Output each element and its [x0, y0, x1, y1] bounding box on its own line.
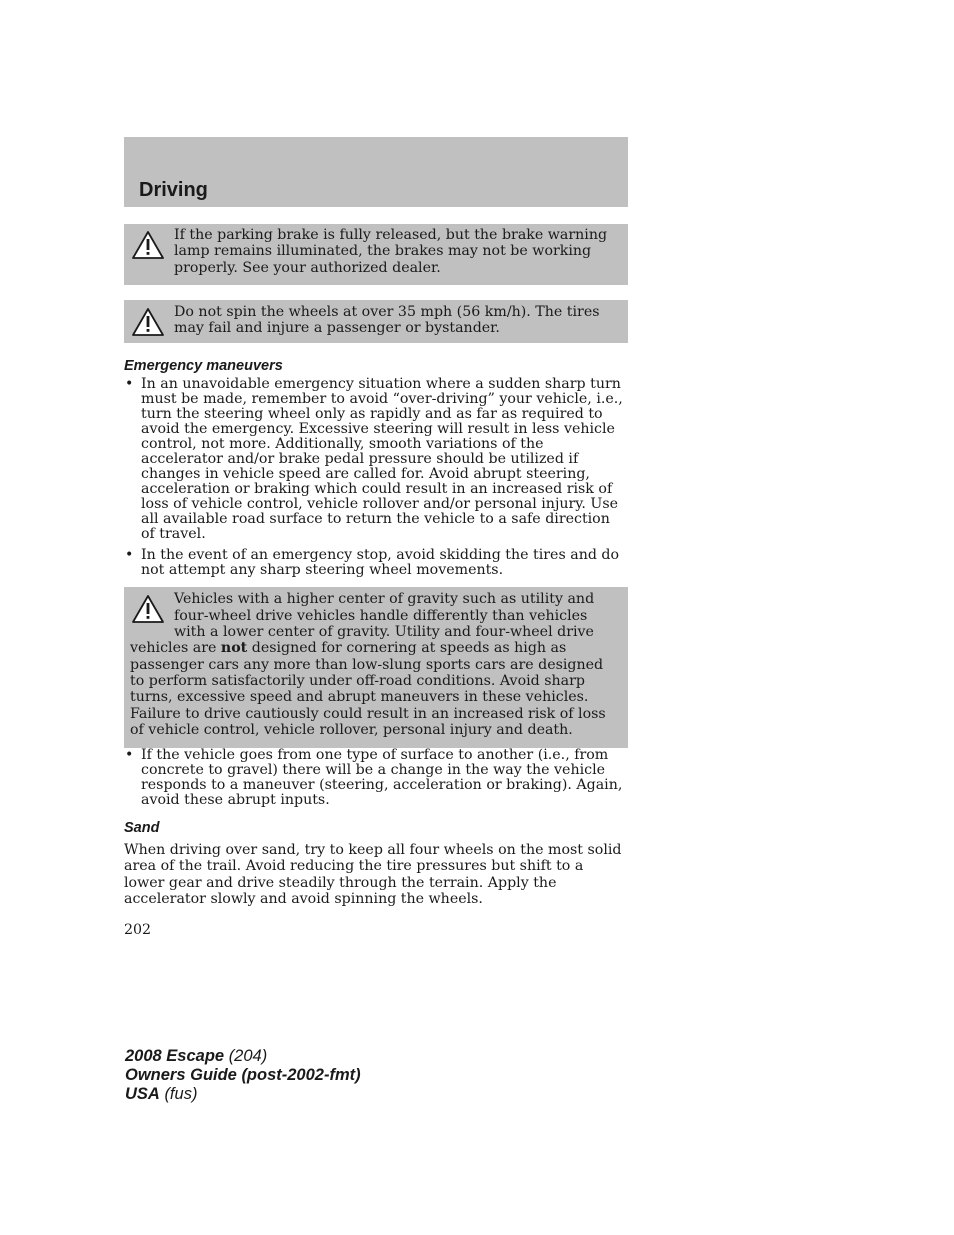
warning-triangle-icon [131, 307, 167, 339]
warning-text: Vehicles with a higher center of gravity such as utility and four-wheel drive vehicles handle differently than vehicles with a lower center of gravity. Utility and four-wheel drive vehicles are [130, 591, 595, 657]
warning-box-parking-brake [124, 224, 628, 285]
sand-heading: Sand [124, 820, 160, 837]
footer-line-guide [125, 1066, 361, 1085]
manual-page [124, 137, 628, 938]
warning-text: designed for cornering at speeds as high as passenger cars any more than low-slung sports cars are designed to perform satisfactorily under off-road conditions. Avoid sharp turns, excessive speed and abrupt maneuvers in these vehicles. Failure to drive cautiously could result in an increased risk of loss of vehicle control, vehicle rollover, personal injury and death. [130, 640, 606, 738]
bullet-text: If the vehicle goes from one type of surface to another (i.e., from concrete to gravel) there will be a change in the way the vehicle responds to a maneuver (steering, acceleration or braking). Again, avoid these abrupt inputs. [141, 747, 623, 809]
warning-triangle-icon [131, 230, 167, 262]
bullet-text: In an unavoidable emergency situation where a sudden sharp turn must be made, remember to avoid “over-driving” your vehicle, i.e., turn the steering wheel only as rapidly and as far as required to avoid the emergency. Excessive steering will result in less vehicle control, not more. Additionally, smooth variations of the accelerator and/or brake pedal pressure should be utilized if changes in vehicle speed are called for. Avoid abrupt steering, acceleration or braking which could result in an increased risk of loss of vehicle control, vehicle rollover and/or personal injury. Use all available road surface to return the vehicle to a safe direction of travel. [141, 376, 623, 543]
footer-market-code: (fus) [164, 1085, 198, 1103]
warning-text: If the parking brake is fully released, but the brake warning lamp remains illuminated, the brakes may not be working properly. See your authorized dealer. [174, 227, 608, 276]
bullet-text: In the event of an emergency stop, avoid skidding the tires and do not attempt any sharp steering wheel movements. [141, 547, 620, 579]
emergency-bullet-list-continued [124, 748, 628, 808]
bullet-glyph: • [125, 747, 134, 764]
footer-guide: Owners Guide (post-2002-fmt) [125, 1066, 361, 1084]
list-item [124, 748, 628, 808]
page-number: 202 [124, 922, 152, 939]
footer-line-model [125, 1047, 361, 1066]
bullet-glyph: • [125, 376, 134, 393]
footer-market: USA [125, 1085, 160, 1103]
warning-box-center-of-gravity [124, 587, 628, 748]
section-title: Driving [139, 179, 208, 201]
section-header [124, 137, 628, 207]
emergency-bullet-list [124, 377, 628, 578]
warning-triangle-icon [131, 594, 167, 626]
footer-model-code: (204) [228, 1047, 268, 1065]
sand-paragraph: When driving over sand, try to keep all four wheels on the most solid area of the trail. Avoid reducing the tire pressures but shift to a lower gear and drive steadily through the terrain. Apply the accelerator slowly and avoid spinning the wheels. [124, 842, 622, 908]
warning-box-wheel-spin [124, 300, 628, 344]
footer-line-market [125, 1085, 361, 1104]
warning-text: Do not spin the wheels at over 35 mph (56 km/h). The tires may fail and injure a passenger or bystander. [174, 303, 600, 337]
warning-emphasis: not [220, 640, 248, 657]
list-item [124, 548, 628, 578]
document-footer [125, 1047, 361, 1104]
footer-model: 2008 Escape [125, 1047, 225, 1065]
emergency-maneuvers-heading: Emergency maneuvers [124, 358, 283, 375]
bullet-glyph: • [125, 547, 134, 564]
list-item [124, 377, 628, 542]
